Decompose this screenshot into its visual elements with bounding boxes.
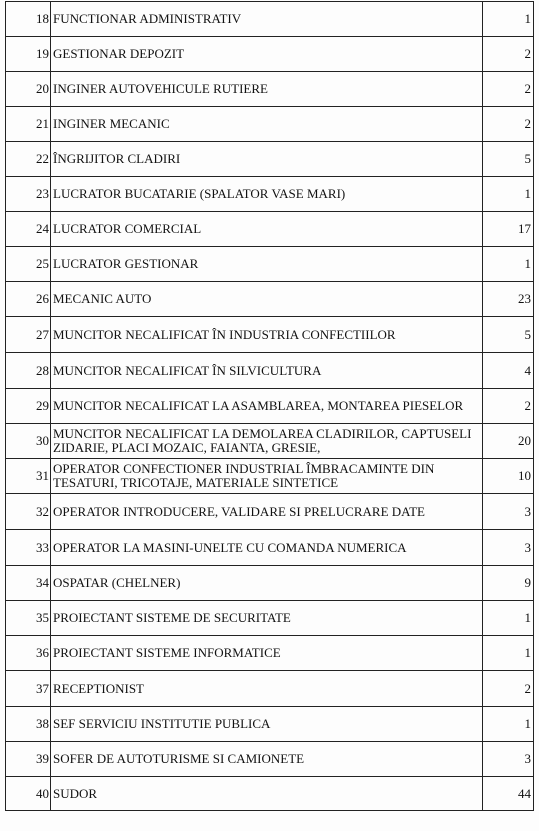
row-number: 31 — [6, 459, 51, 494]
job-count: 1 — [483, 636, 534, 671]
occupation-name: LUCRATOR GESTIONAR — [51, 247, 483, 282]
occupations-table — [5, 1, 534, 811]
occupation-name: OPERATOR INTRODUCERE, VALIDARE SI PRELUCRARE DATE — [51, 494, 483, 530]
row-number: 35 — [6, 601, 51, 636]
row-number: 22 — [6, 142, 51, 177]
occupation-name: MUNCITOR NECALIFICAT LA DEMOLAREA CLADIRILOR, CAPTUSELI ZIDARIE, PLACI MOZAIC, FAIANTA, GRESIE, — [51, 424, 483, 459]
job-count: 3 — [483, 742, 534, 777]
table-row — [6, 37, 534, 72]
occupation-name: INGINER MECANIC — [51, 107, 483, 142]
occupation-name: LUCRATOR COMERCIAL — [51, 212, 483, 247]
row-number: 24 — [6, 212, 51, 247]
occupation-name: MUNCITOR NECALIFICAT LA ASAMBLAREA, MONTAREA PIESELOR — [51, 389, 483, 424]
job-count: 2 — [483, 389, 534, 424]
occupation-name: OPERATOR LA MASINI-UNELTE CU COMANDA NUMERICA — [51, 530, 483, 566]
job-count: 5 — [483, 142, 534, 177]
occupation-name: MUNCITOR NECALIFICAT ÎN INDUSTRIA CONFECTIILOR — [51, 317, 483, 353]
table-row — [6, 389, 534, 424]
occupation-name: SUDOR — [51, 777, 483, 811]
occupation-name: SEF SERVICIU INSTITUTIE PUBLICA — [51, 707, 483, 742]
job-count: 2 — [483, 107, 534, 142]
job-count: 10 — [483, 459, 534, 494]
row-number: 18 — [6, 2, 51, 37]
row-number: 36 — [6, 636, 51, 671]
occupation-name: OSPATAR (CHELNER) — [51, 566, 483, 601]
occupation-name: GESTIONAR DEPOZIT — [51, 37, 483, 72]
table-row — [6, 72, 534, 107]
row-number: 26 — [6, 282, 51, 317]
table-row — [6, 566, 534, 601]
table-row — [6, 2, 534, 37]
job-count: 5 — [483, 317, 534, 353]
row-number: 20 — [6, 72, 51, 107]
row-number: 21 — [6, 107, 51, 142]
job-count: 9 — [483, 566, 534, 601]
table-row — [6, 353, 534, 389]
row-number: 19 — [6, 37, 51, 72]
row-number: 39 — [6, 742, 51, 777]
row-number: 34 — [6, 566, 51, 601]
job-count: 1 — [483, 247, 534, 282]
table-row — [6, 247, 534, 282]
job-count: 4 — [483, 353, 534, 389]
table-row — [6, 742, 534, 777]
row-number: 29 — [6, 389, 51, 424]
occupation-name: PROIECTANT SISTEME INFORMATICE — [51, 636, 483, 671]
occupation-name: RECEPTIONIST — [51, 671, 483, 707]
row-number: 33 — [6, 530, 51, 566]
occupation-name: PROIECTANT SISTEME DE SECURITATE — [51, 601, 483, 636]
job-count: 17 — [483, 212, 534, 247]
job-count: 3 — [483, 530, 534, 566]
occupation-name: SOFER DE AUTOTURISME SI CAMIONETE — [51, 742, 483, 777]
table-row — [6, 142, 534, 177]
job-count: 1 — [483, 177, 534, 212]
job-count: 2 — [483, 37, 534, 72]
row-number: 37 — [6, 671, 51, 707]
table-row — [6, 601, 534, 636]
occupation-name: MUNCITOR NECALIFICAT ÎN SILVICULTURA — [51, 353, 483, 389]
table-row — [6, 317, 534, 353]
occupation-name: ÎNGRIJITOR CLADIRI — [51, 142, 483, 177]
table-row — [6, 424, 534, 459]
job-count: 1 — [483, 2, 534, 37]
job-count: 2 — [483, 671, 534, 707]
table-row — [6, 777, 534, 811]
job-count: 1 — [483, 601, 534, 636]
table-row — [6, 459, 534, 494]
table-row — [6, 636, 534, 671]
table-row — [6, 212, 534, 247]
table-row — [6, 177, 534, 212]
row-number: 27 — [6, 317, 51, 353]
occupation-name: INGINER AUTOVEHICULE RUTIERE — [51, 72, 483, 107]
row-number: 25 — [6, 247, 51, 282]
occupations-table-body — [6, 2, 534, 811]
table-row — [6, 494, 534, 530]
table-row — [6, 107, 534, 142]
job-count: 20 — [483, 424, 534, 459]
row-number: 32 — [6, 494, 51, 530]
occupation-name: OPERATOR CONFECTIONER INDUSTRIAL ÎMBRACAMINTE DIN TESATURI, TRICOTAJE, MATERIALE SINTETICE — [51, 459, 483, 494]
job-count: 44 — [483, 777, 534, 811]
occupation-name: LUCRATOR BUCATARIE (SPALATOR VASE MARI) — [51, 177, 483, 212]
job-count: 2 — [483, 72, 534, 107]
row-number: 30 — [6, 424, 51, 459]
row-number: 38 — [6, 707, 51, 742]
job-count: 1 — [483, 707, 534, 742]
table-row — [6, 282, 534, 317]
table-row — [6, 671, 534, 707]
occupation-name: MECANIC AUTO — [51, 282, 483, 317]
job-count: 23 — [483, 282, 534, 317]
row-number: 23 — [6, 177, 51, 212]
table-row — [6, 707, 534, 742]
occupation-name: FUNCTIONAR ADMINISTRATIV — [51, 2, 483, 37]
row-number: 40 — [6, 777, 51, 811]
row-number: 28 — [6, 353, 51, 389]
job-count: 3 — [483, 494, 534, 530]
table-row — [6, 530, 534, 566]
